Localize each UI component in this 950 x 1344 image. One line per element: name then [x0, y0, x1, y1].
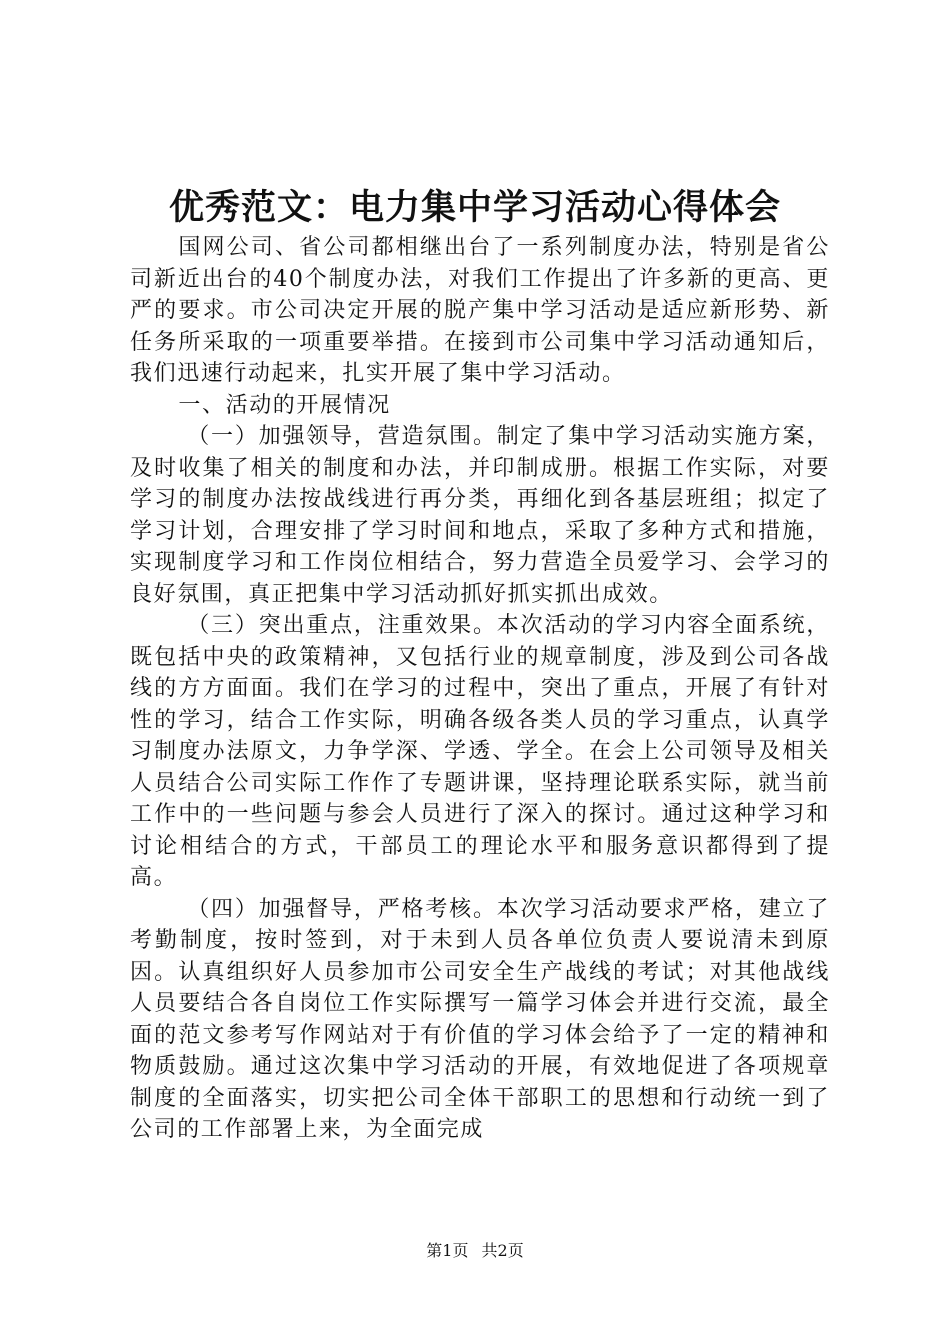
page-footer	[0, 1240, 950, 1262]
page-total: 共2页	[481, 1241, 524, 1260]
paragraph-item-3: （三）突出重点，注重效果。本次活动的学习内容全面系统，既包括中央的政策精神，又包括行业的规章制度，涉及到公司各战线的方方面面。我们在学习的过程中，突出了重点，开展了有针对性的学习，结合工作实际，明确各级各类人员的学习重点，认真学习制度办法原文，力争学深、学透、学全。在会上公司领导及相关人员结合公司实际工作作了专题讲课，坚持理论联系实际，就当前工作中的一些问题与参会人员进行了深入的探讨。通过这种学习和讨论相结合的方式，干部员工的理论水平和服务意识都得到了提高。	[130, 613, 830, 890]
document-body	[130, 232, 830, 1146]
paragraph-item-1: （一）加强领导，营造氛围。制定了集中学习活动实施方案，及时收集了相关的制度和办法，并印制成册。根据工作实际，对要学习的制度办法按战线进行再分类，再细化到各基层班组；拟定了学习计划，合理安排了学习时间和地点，采取了多种方式和措施，实现制度学习和工作岗位相结合，努力营造全员爱学习、会学习的良好氛围，真正把集中学习活动抓好抓实抓出成效。	[130, 424, 830, 607]
page-number: 第1页	[426, 1241, 469, 1260]
paragraph-intro: 国网公司、省公司都相继出台了一系列制度办法，特别是省公司新近出台的40个制度办法，对我们工作提出了许多新的更高、更严的要求。市公司决定开展的脱产集中学习活动是适应新形势、新任务所采取的一项重要举措。在接到市公司集中学习活动通知后，我们迅速行动起来，扎实开展了集中学习活动。	[130, 235, 830, 386]
section-heading: 一、活动的开展情况	[178, 392, 391, 418]
paragraph-item-4: （四）加强督导，严格考核。本次学习活动要求严格，建立了考勤制度，按时签到，对于未到人员各单位负责人要说清未到原因。认真组织好人员参加市公司安全生产战线的考试；对其他战线人员要结合各自岗位工作实际撰写一篇学习体会并进行交流，最全面的范文参考写作网站对于有价值的学习体会给予了一定的精神和物质鼓励。通过这次集中学习活动的开展，有效地促进了各项规章制度的全面落实，切实把公司全体干部职工的思想和行动统一到了公司的工作部署上来，为全面完成	[130, 896, 830, 1142]
document-title: 优秀范文：电力集中学习活动心得体会	[168, 188, 781, 228]
